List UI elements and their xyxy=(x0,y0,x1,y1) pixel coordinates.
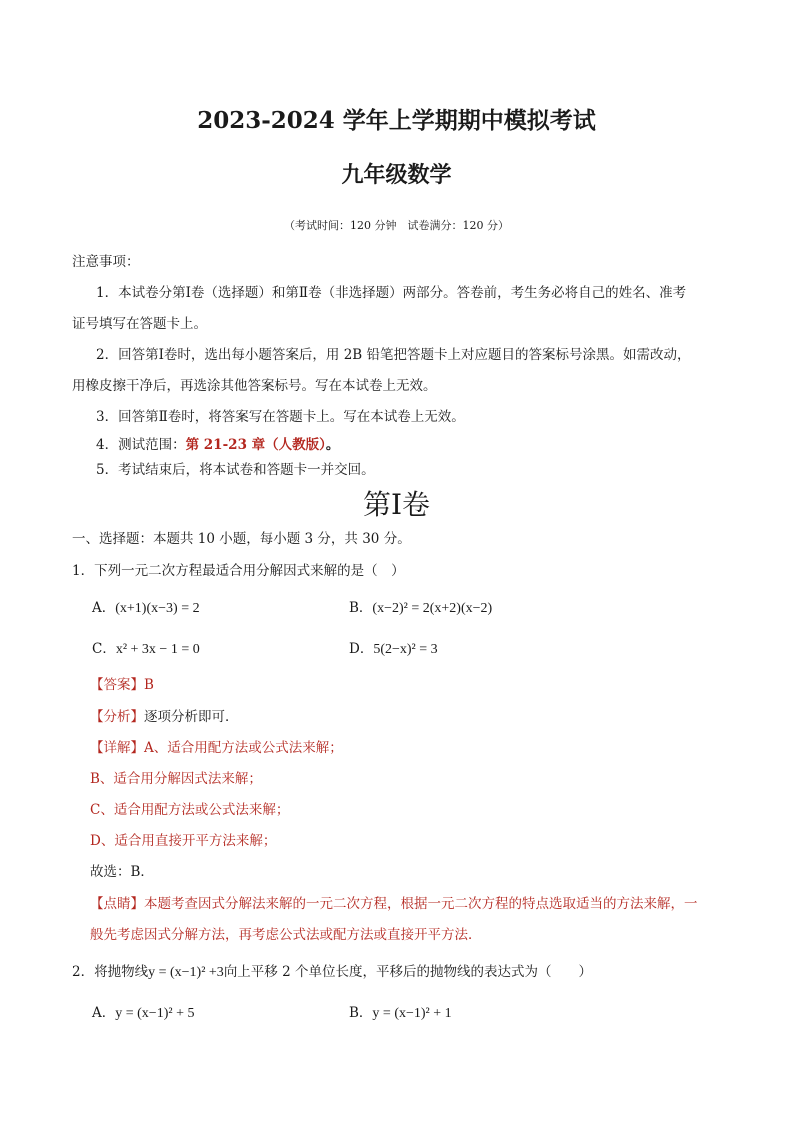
option-a-label: A． xyxy=(92,600,116,616)
notice-item-1-line-2: 证号填写在答题卡上。 xyxy=(72,316,207,332)
choose-line: 故选：B． xyxy=(90,864,154,880)
exam-title: 2023-2024 学年上学期期中模拟考试 xyxy=(197,107,596,134)
question-2-option-a xyxy=(92,1001,194,1022)
question-1-option-a xyxy=(92,596,200,617)
detail-tag: 【详解】 xyxy=(90,740,144,756)
question-1-option-b xyxy=(349,596,492,617)
question-1-stem: 1．下列一元二次方程最适合用分解因式来解的是（ ） xyxy=(72,563,405,579)
question-2-stem xyxy=(72,960,592,981)
detail-line-2: B、适合用分解因式法来解； xyxy=(90,771,262,787)
question-2-prefix: 2．将抛物线 xyxy=(72,964,149,980)
detail-line-1 xyxy=(90,736,343,756)
q2-option-a-label: A． xyxy=(92,1005,116,1021)
question-2-suffix: 向上平移 2 个单位长度，平移后的抛物线的表达式为（ ） xyxy=(223,964,592,980)
option-d-expression: 5(2−x)² = 3 xyxy=(373,642,438,657)
detail-text-1: A、适合用配方法或公式法来解； xyxy=(144,740,343,756)
detail-line-4: D、适合用直接开平方法来解； xyxy=(90,833,277,849)
note-line-1 xyxy=(90,892,698,912)
notice-item-3: 3．回答第Ⅱ卷时，将答案写在答题卡上。写在本试卷上无效。 xyxy=(96,409,465,425)
note-tag: 【点睛】 xyxy=(90,896,144,912)
exam-meta: （考试时间：120 分钟 试卷满分：120 分） xyxy=(284,219,509,232)
answer-line xyxy=(90,673,154,693)
option-b-label: B． xyxy=(349,600,373,616)
exam-subtitle: 九年级数学 xyxy=(341,162,452,188)
option-d-label: D． xyxy=(349,641,374,657)
question-2-option-b xyxy=(349,1001,452,1022)
note-line-2: 般先考虑因式分解方法，再考虑公式法或配方法或直接开平方法． xyxy=(90,927,482,943)
notice-item-4-suffix: 。 xyxy=(325,437,340,453)
answer-value: B xyxy=(144,677,154,693)
analysis-line xyxy=(90,705,239,725)
q2-option-b-expression: y = (x−1)² + 1 xyxy=(372,1006,452,1021)
q2-option-a-expression: y = (x−1)² + 5 xyxy=(115,1006,195,1021)
option-c-expression: x² + 3x − 1 = 0 xyxy=(115,642,200,657)
notice-heading: 注意事项： xyxy=(72,254,140,270)
notice-item-1-line-1: 1．本试卷分第Ⅰ卷（选择题）和第Ⅱ卷（非选择题）两部分。答卷前，考生务必将自己的姓名、准考 xyxy=(96,285,687,301)
question-2-expression: y = (x−1)² +3 xyxy=(148,965,224,980)
section-heading: 一、选择题：本题共 10 小题，每小题 3 分，共 30 分。 xyxy=(72,531,411,547)
note-text-1: 本题考查因式分解法来解的一元二次方程，根据一元二次方程的特点选取适当的方法来解，一 xyxy=(144,896,698,912)
option-a-expression: (x+1)(x−3) = 2 xyxy=(115,601,200,616)
option-c-label: C． xyxy=(92,641,116,657)
answer-tag: 【答案】 xyxy=(90,677,144,693)
notice-item-4-scope: 第 21-23 章（人教版） xyxy=(185,437,326,453)
question-1-option-c xyxy=(92,637,200,658)
question-1-option-d xyxy=(349,637,438,658)
analysis-tag: 【分析】 xyxy=(90,709,144,725)
q2-option-b-label: B． xyxy=(349,1005,373,1021)
analysis-text: 逐项分析即可． xyxy=(144,709,239,725)
notice-item-4 xyxy=(96,433,339,453)
notice-item-4-prefix: 4．测试范围： xyxy=(96,437,186,453)
notice-item-2-line-1: 2．回答第Ⅰ卷时，选出每小题答案后，用 2B 铅笔把答题卡上对应题目的答案标号涂黑。如需改动， xyxy=(96,347,691,363)
volume-title: 第Ⅰ卷 xyxy=(362,488,431,521)
detail-line-3: C、适合用配方法或公式法来解； xyxy=(90,802,290,818)
notice-item-2-line-2: 用橡皮擦干净后，再选涂其他答案标号。写在本试卷上无效。 xyxy=(72,378,437,394)
notice-item-5: 5．考试结束后，将本试卷和答题卡一并交回。 xyxy=(96,462,375,478)
option-b-expression: (x−2)² = 2(x+2)(x−2) xyxy=(372,601,493,616)
